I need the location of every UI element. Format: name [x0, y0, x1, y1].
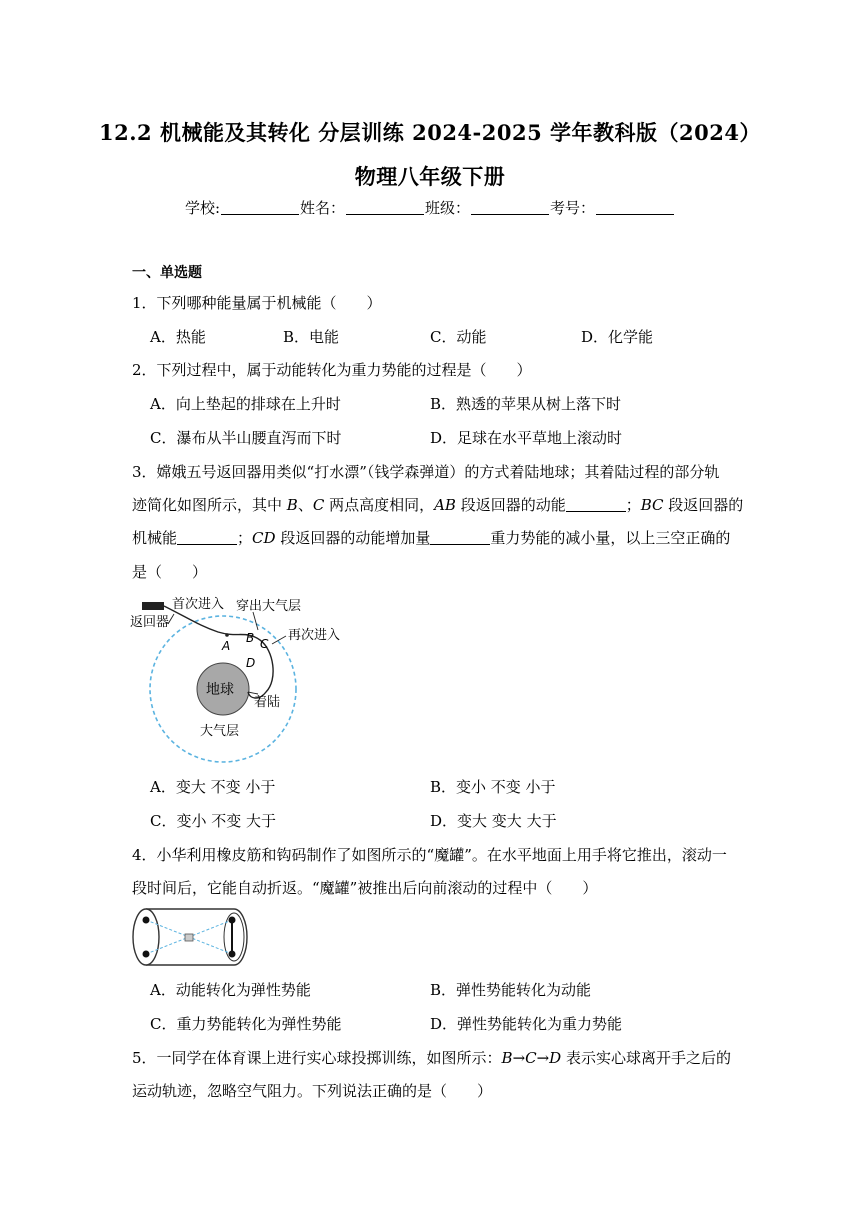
class-blank[interactable] — [471, 200, 549, 215]
q4-option-b[interactable]: B．弹性势能转化为动能 — [430, 981, 592, 999]
landing-label: 着陆 — [254, 695, 281, 710]
q3-option-a[interactable]: A．变大 不变 小于 — [150, 778, 276, 796]
page-subtitle: 物理八年级下册 — [354, 164, 506, 189]
q1-option-b[interactable]: B．电能 — [283, 328, 340, 346]
atmosphere-label: 大气层 — [200, 724, 240, 739]
school-label: 学校: — [184, 199, 220, 217]
q5-line1: 5．一同学在体育课上进行实心球投掷训练，如图所示：B→C→D 表示实心球离开手之后的 — [132, 1049, 731, 1067]
q3-option-d[interactable]: D．变大 变大 大于 — [430, 812, 557, 830]
q2-option-b[interactable]: B．熟透的苹果从树上落下时 — [430, 395, 622, 413]
returner-icon — [142, 602, 164, 610]
q3-blank-2[interactable] — [177, 530, 237, 545]
first-entry-label: 首次进入 — [172, 597, 225, 612]
pin-left-bottom — [143, 951, 150, 958]
q3-option-b[interactable]: B．变小 不变 小于 — [430, 778, 556, 796]
q3-trajectory-figure — [128, 592, 358, 767]
point-d-label: D — [246, 656, 256, 670]
hook-weight — [185, 934, 193, 941]
q2-option-d[interactable]: D．足球在水平草地上滚动时 — [430, 429, 623, 447]
section-heading: 一、单选题 — [132, 265, 202, 281]
q1-option-a[interactable]: A．热能 — [150, 328, 206, 346]
q3-blank-1[interactable] — [566, 497, 626, 512]
q3-blank-3[interactable] — [430, 530, 490, 545]
class-label: 班级： — [425, 199, 471, 217]
page-title: 12.2 机械能及其转化 分层训练 2024-2025 学年教科版（2024） — [99, 120, 761, 145]
landing-pointer — [248, 692, 258, 694]
point-b-label: B — [246, 631, 255, 645]
q1-option-c[interactable]: C．动能 — [430, 328, 487, 346]
q1-stem: 1．下列哪种能量属于机械能（ ） — [132, 294, 382, 312]
q1-option-d[interactable]: D．化学能 — [581, 328, 654, 346]
q4-option-c[interactable]: C．重力势能转化为弹性势能 — [150, 1015, 342, 1033]
q4-line2: 段时间后，它能自动折返。“魔罐”被推出后向前滚动的过程中（ ） — [132, 879, 598, 897]
q3-line3: 机械能 ；CD 段返回器的动能增加量 重力势能的减小量，以上三空正确的 — [132, 529, 731, 547]
point-a-label: A — [222, 639, 231, 653]
q2-option-c[interactable]: C．瀑布从半山腰直泻而下时 — [150, 429, 342, 447]
q3-option-c[interactable]: C．变小 不变 大于 — [150, 812, 277, 830]
q4-line1: 4．小华利用橡皮筋和钩码制作了如图所示的“魔罐”。在水平地面上用手将它推出，滚动一 — [132, 846, 727, 864]
q2-option-a[interactable]: A．向上垫起的排球在上升时 — [150, 395, 341, 413]
q3-line2: 迹简化如图所示，其中 B、C 两点高度相同，AB 段返回器的动能 ；BC 段返回器的 — [132, 496, 744, 514]
magic-can-figure — [130, 906, 250, 968]
exit-pointer — [253, 612, 258, 630]
q3-line4: 是（ ） — [132, 563, 208, 581]
reentry-label: 再次进入 — [288, 628, 341, 643]
point-c-label: C — [260, 637, 269, 651]
number-label: 考号： — [550, 199, 596, 217]
earth-label: 地球 — [206, 682, 234, 698]
number-blank[interactable] — [596, 200, 674, 215]
returner-label: 返回器 — [130, 615, 170, 630]
q2-stem: 2．下列过程中，属于动能转化为重力势能的过程是（ ） — [132, 361, 532, 379]
exit-label: 穿出大气层 — [236, 599, 302, 614]
point-a-dot — [225, 633, 229, 637]
q4-option-a[interactable]: A．动能转化为弹性势能 — [150, 981, 311, 999]
q4-option-d[interactable]: D．弹性势能转化为重力势能 — [430, 1015, 623, 1033]
q3-line1: 3．嫦娥五号返回器用类似“打水漂”（钱学森弹道）的方式着陆地球；其着陆过程的部分轨 — [132, 463, 720, 481]
name-blank[interactable] — [346, 200, 424, 215]
student-info-row — [0, 197, 860, 218]
q5-line2: 运动轨迹，忽略空气阻力。下列说法正确的是（ ） — [132, 1082, 493, 1100]
pin-left-top — [143, 917, 150, 924]
school-blank[interactable] — [221, 200, 299, 215]
name-label: 姓名： — [300, 199, 346, 217]
